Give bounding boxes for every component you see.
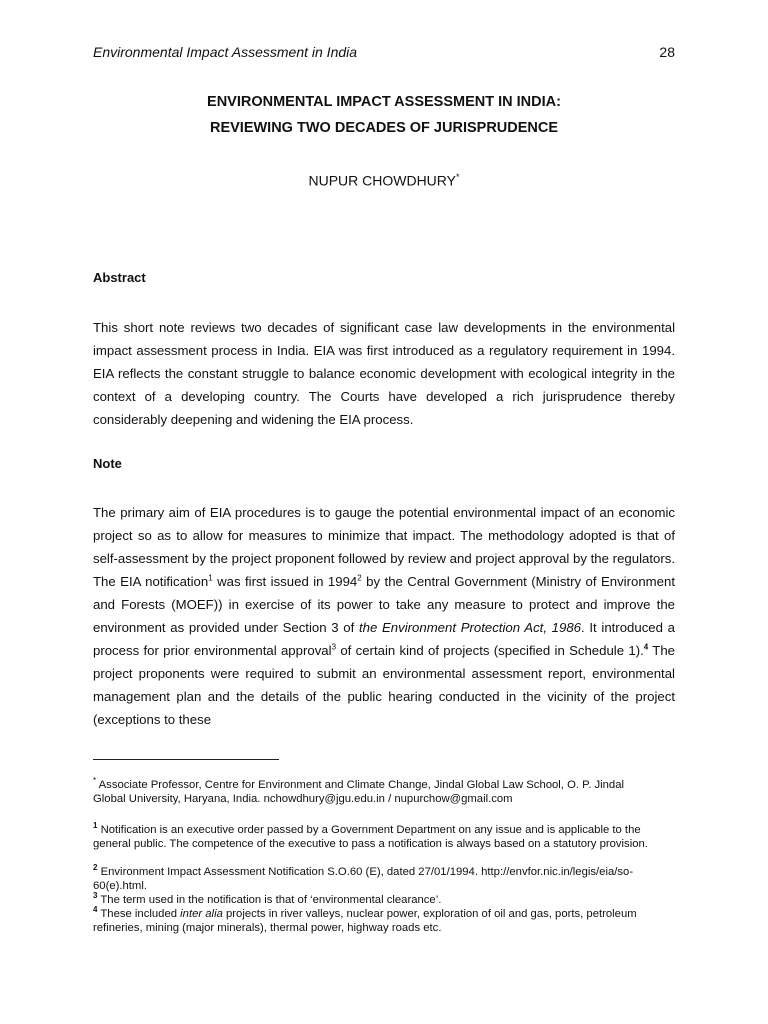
footnote-author-text: Associate Professor, Centre for Environment and Climate Change, Jindal Global Law School, O. P. Jindal Global University, Haryana, India. nchowdhury@jgu.edu.in / nupurchow@gmail.com <box>93 779 625 805</box>
author-name: NUPUR CHOWDHURY <box>308 172 456 189</box>
footnote-1-number: 1 <box>93 821 98 831</box>
footnote-2 <box>93 865 653 893</box>
footnote-3 <box>93 893 653 907</box>
footnote-2-text: Environment Impact Assessment Notification S.O.60 (E), dated 27/01/1994. http://envfor.nic.in/legis/eia/so-60(e).html. <box>93 866 634 892</box>
footnote-4-text-2: projects in river valleys, nuclear power, exploration of oil and gas, ports, petroleum refineries, mining (major minerals), thermal power, highway roads etc. <box>93 908 637 934</box>
title-line-1: ENVIRONMENTAL IMPACT ASSESSMENT IN INDIA: <box>207 94 561 110</box>
footnote-4 <box>93 907 653 935</box>
author-line <box>93 168 675 190</box>
note-paragraph <box>93 501 675 731</box>
footnote-4-number: 4 <box>93 905 98 915</box>
page-number: 28 <box>659 44 675 60</box>
note-text-2: was first issued in 1994 <box>212 574 358 589</box>
footnote-author-mark: * <box>93 776 97 786</box>
footnote-ref-3: 3 <box>331 642 337 652</box>
footnote-ref-2: 2 <box>357 573 362 583</box>
running-header <box>93 43 675 61</box>
author-footnote-mark: * <box>456 172 460 182</box>
act-title: the Environment Protection Act, 1986 <box>358 620 582 635</box>
footnote-2-number: 2 <box>93 863 98 873</box>
note-heading: Note <box>93 456 122 471</box>
note-text-4: . It introduced a process for prior environmental approval <box>93 620 675 658</box>
footnote-4-emphasis: inter alia <box>180 908 223 920</box>
note-text-5: of certain kind of projects (specified in Schedule 1). <box>336 643 644 658</box>
footnote-4-text-1: These included <box>97 908 181 920</box>
footnote-1-text: Notification is an executive order passed by a Government Department on any issue and is applicable to the general public. The competence of the executive to pass a notification is always based on a statutory provision. <box>93 824 648 850</box>
note-text-3: by the Central Government (Ministry of Environment and Forests (MOEF)) in exercise of its power to take any measure to protect and improve the environment as provided under Section 3 of <box>93 574 675 635</box>
footnote-ref-1: 1 <box>208 573 213 583</box>
footnote-1 <box>93 823 653 851</box>
note-text-6: The project proponents were required to submit an environmental assessment report, environmental management plan and the details of the public hearing conducted in the vicinity of the project (exceptions to these <box>93 643 676 727</box>
footnote-author <box>93 778 653 806</box>
footnote-ref-4: 4 <box>643 642 649 652</box>
abstract-heading: Abstract <box>93 270 146 285</box>
abstract-paragraph: This short note reviews two decades of significant case law developments in the environmental impact assessment process in India. EIA was first introduced as a regulatory requirement in 1994. EIA reflects the constant struggle to balance economic development with ecological integrity in the context of a developing country. The Courts have developed a rich jurisprudence thereby considerably deepening and widening the EIA process. <box>93 320 675 427</box>
paper-title <box>93 89 675 141</box>
footnote-3-number: 3 <box>93 891 98 901</box>
footnote-divider <box>93 759 279 760</box>
running-title: Environmental Impact Assessment in India <box>93 44 358 60</box>
footnote-3-text: The term used in the notification is that of ‘environmental clearance’. <box>97 894 442 906</box>
title-line-2: REVIEWING TWO DECADES OF JURISPRUDENCE <box>209 120 559 136</box>
note-text-1: The primary aim of EIA procedures is to gauge the potential environmental impact of an economic project so as to allow for measures to minimize that impact. The methodology adopted is that of self-assessment by the project proponent followed by review and project approval by the regulators. The EIA notification <box>93 505 675 589</box>
